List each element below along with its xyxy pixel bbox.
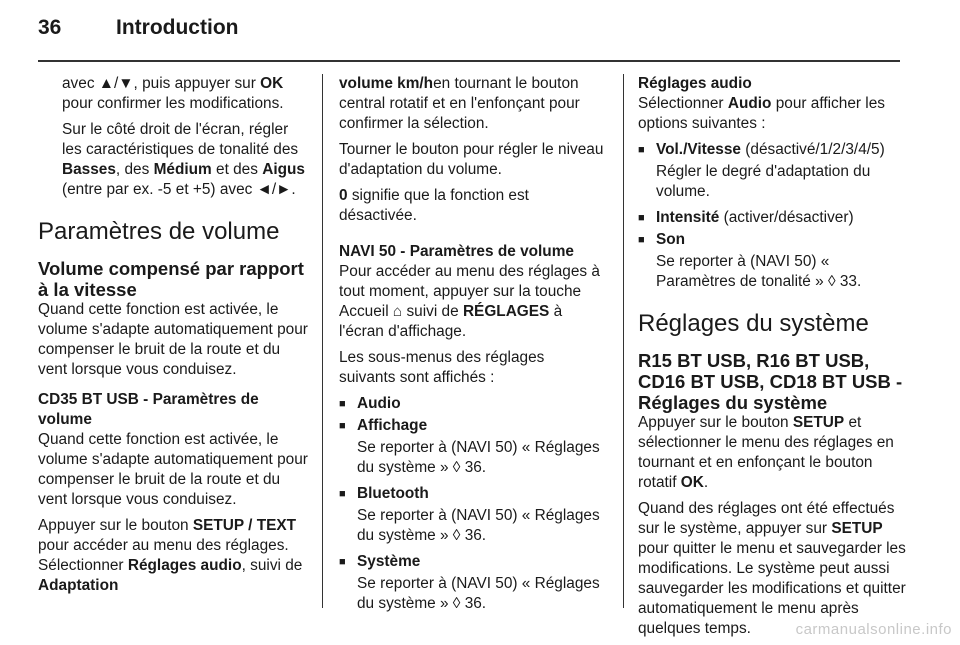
list-item: ■ Intensité (activer/désactiver) (638, 208, 906, 228)
column-2 (339, 74, 605, 620)
subheading-audio-settings: Réglages audio (638, 75, 752, 92)
header-rule (38, 60, 900, 62)
paragraph: 0 signifie que la fonction est désactivée. (339, 187, 529, 224)
paragraph: avec ▲/▼, puis appuyer sur OK pour confirmer les modifications. (62, 75, 284, 112)
paragraph: Les sous-menus des réglages suivants sont affichés : (339, 349, 545, 386)
paragraph: Quand cette fonction est activée, le volume s'adapte automatiquement pour compenser le bruit de la route et du vent lorsque vous conduisez. (38, 431, 308, 508)
list-item-detail: Se reporter à (NAVI 50) « Réglages du système » ◊ 36. (357, 439, 600, 476)
subheading-cd35: CD35 BT USB - Paramètres de volume (38, 391, 259, 428)
watermark: carmanualsonline.info (795, 621, 952, 638)
list-item: ■ Affichage (339, 416, 605, 436)
page-number: 36 (38, 16, 62, 39)
column-divider-1 (322, 74, 323, 608)
paragraph: Sélectionner Audio pour afficher les options suivantes : (638, 95, 885, 132)
paragraph: volume km/hen tournant le bouton central rotatif et en l'enfonçant pour confirmer la sélection. (339, 75, 580, 132)
list-item: ■ Bluetooth (339, 484, 605, 504)
subheading-speed-volume: Volume compensé par rapport à la vitesse (38, 258, 304, 300)
list-item-detail: Se reporter à (NAVI 50) « Réglages du système » ◊ 36. (357, 507, 600, 544)
home-icon: ⌂ (392, 303, 403, 320)
paragraph: Tourner le bouton pour régler le niveau d'adaptation du volume. (339, 141, 604, 178)
subheading-models: R15 BT USB, R16 BT USB, CD16 BT USB, CD18 BT USB - Réglages du système (638, 350, 903, 413)
column-1 (38, 74, 308, 602)
heading-system-settings: Réglages du système (638, 310, 869, 337)
list-item: ■ Vol./Vitesse (désactivé/1/2/3/4/5) (638, 140, 906, 160)
subheading-navi50-volume: NAVI 50 - Paramètres de volume (339, 243, 574, 260)
paragraph: Sur le côté droit de l'écran, régler les caractéristiques de tonalité des Basses, des Médium et des Aigus (entre par ex. -5 et +5) avec ◄/►. (62, 121, 305, 198)
list-item: ■ Système (339, 552, 605, 572)
list-item-detail: Régler le degré d'adaptation du volume. (656, 163, 871, 200)
paragraph: Appuyer sur le bouton SETUP et sélectionner le menu des réglages en tournant et en enfonçant le bouton rotatif OK. (638, 414, 894, 491)
paragraph: Pour accéder au menu des réglages à tout moment, appuyer sur la touche Accueil ⌂ suivi de RÉGLAGES à l'écran d'affichage. (339, 263, 600, 340)
column-3 (638, 74, 906, 645)
section-title: Introduction (116, 16, 239, 39)
paragraph: Quand des réglages ont été effectués sur le système, appuyer sur SETUP pour quitter le menu et sauvegarder les modifications. Le système peut aussi sauvegarder les modifications et quitter automatiquement le menu après quelques temps. (638, 500, 906, 637)
list-item: ■ Son (638, 230, 906, 250)
paragraph: Appuyer sur le bouton SETUP / TEXT pour accéder au menu des réglages. Sélectionner Réglages audio, suivi de Adaptation (38, 517, 303, 594)
list-item: ■ Audio (339, 394, 605, 414)
heading-volume-settings: Paramètres de volume (38, 218, 280, 245)
list-item-detail: Se reporter à (NAVI 50) « Réglages du système » ◊ 36. (357, 575, 600, 612)
paragraph: Quand cette fonction est activée, le volume s'adapte automatiquement pour compenser le bruit de la route et du vent lorsque vous conduisez. (38, 301, 308, 378)
column-divider-2 (623, 74, 624, 608)
list-item-detail: Se reporter à (NAVI 50) « Paramètres de tonalité » ◊ 33. (656, 253, 862, 290)
